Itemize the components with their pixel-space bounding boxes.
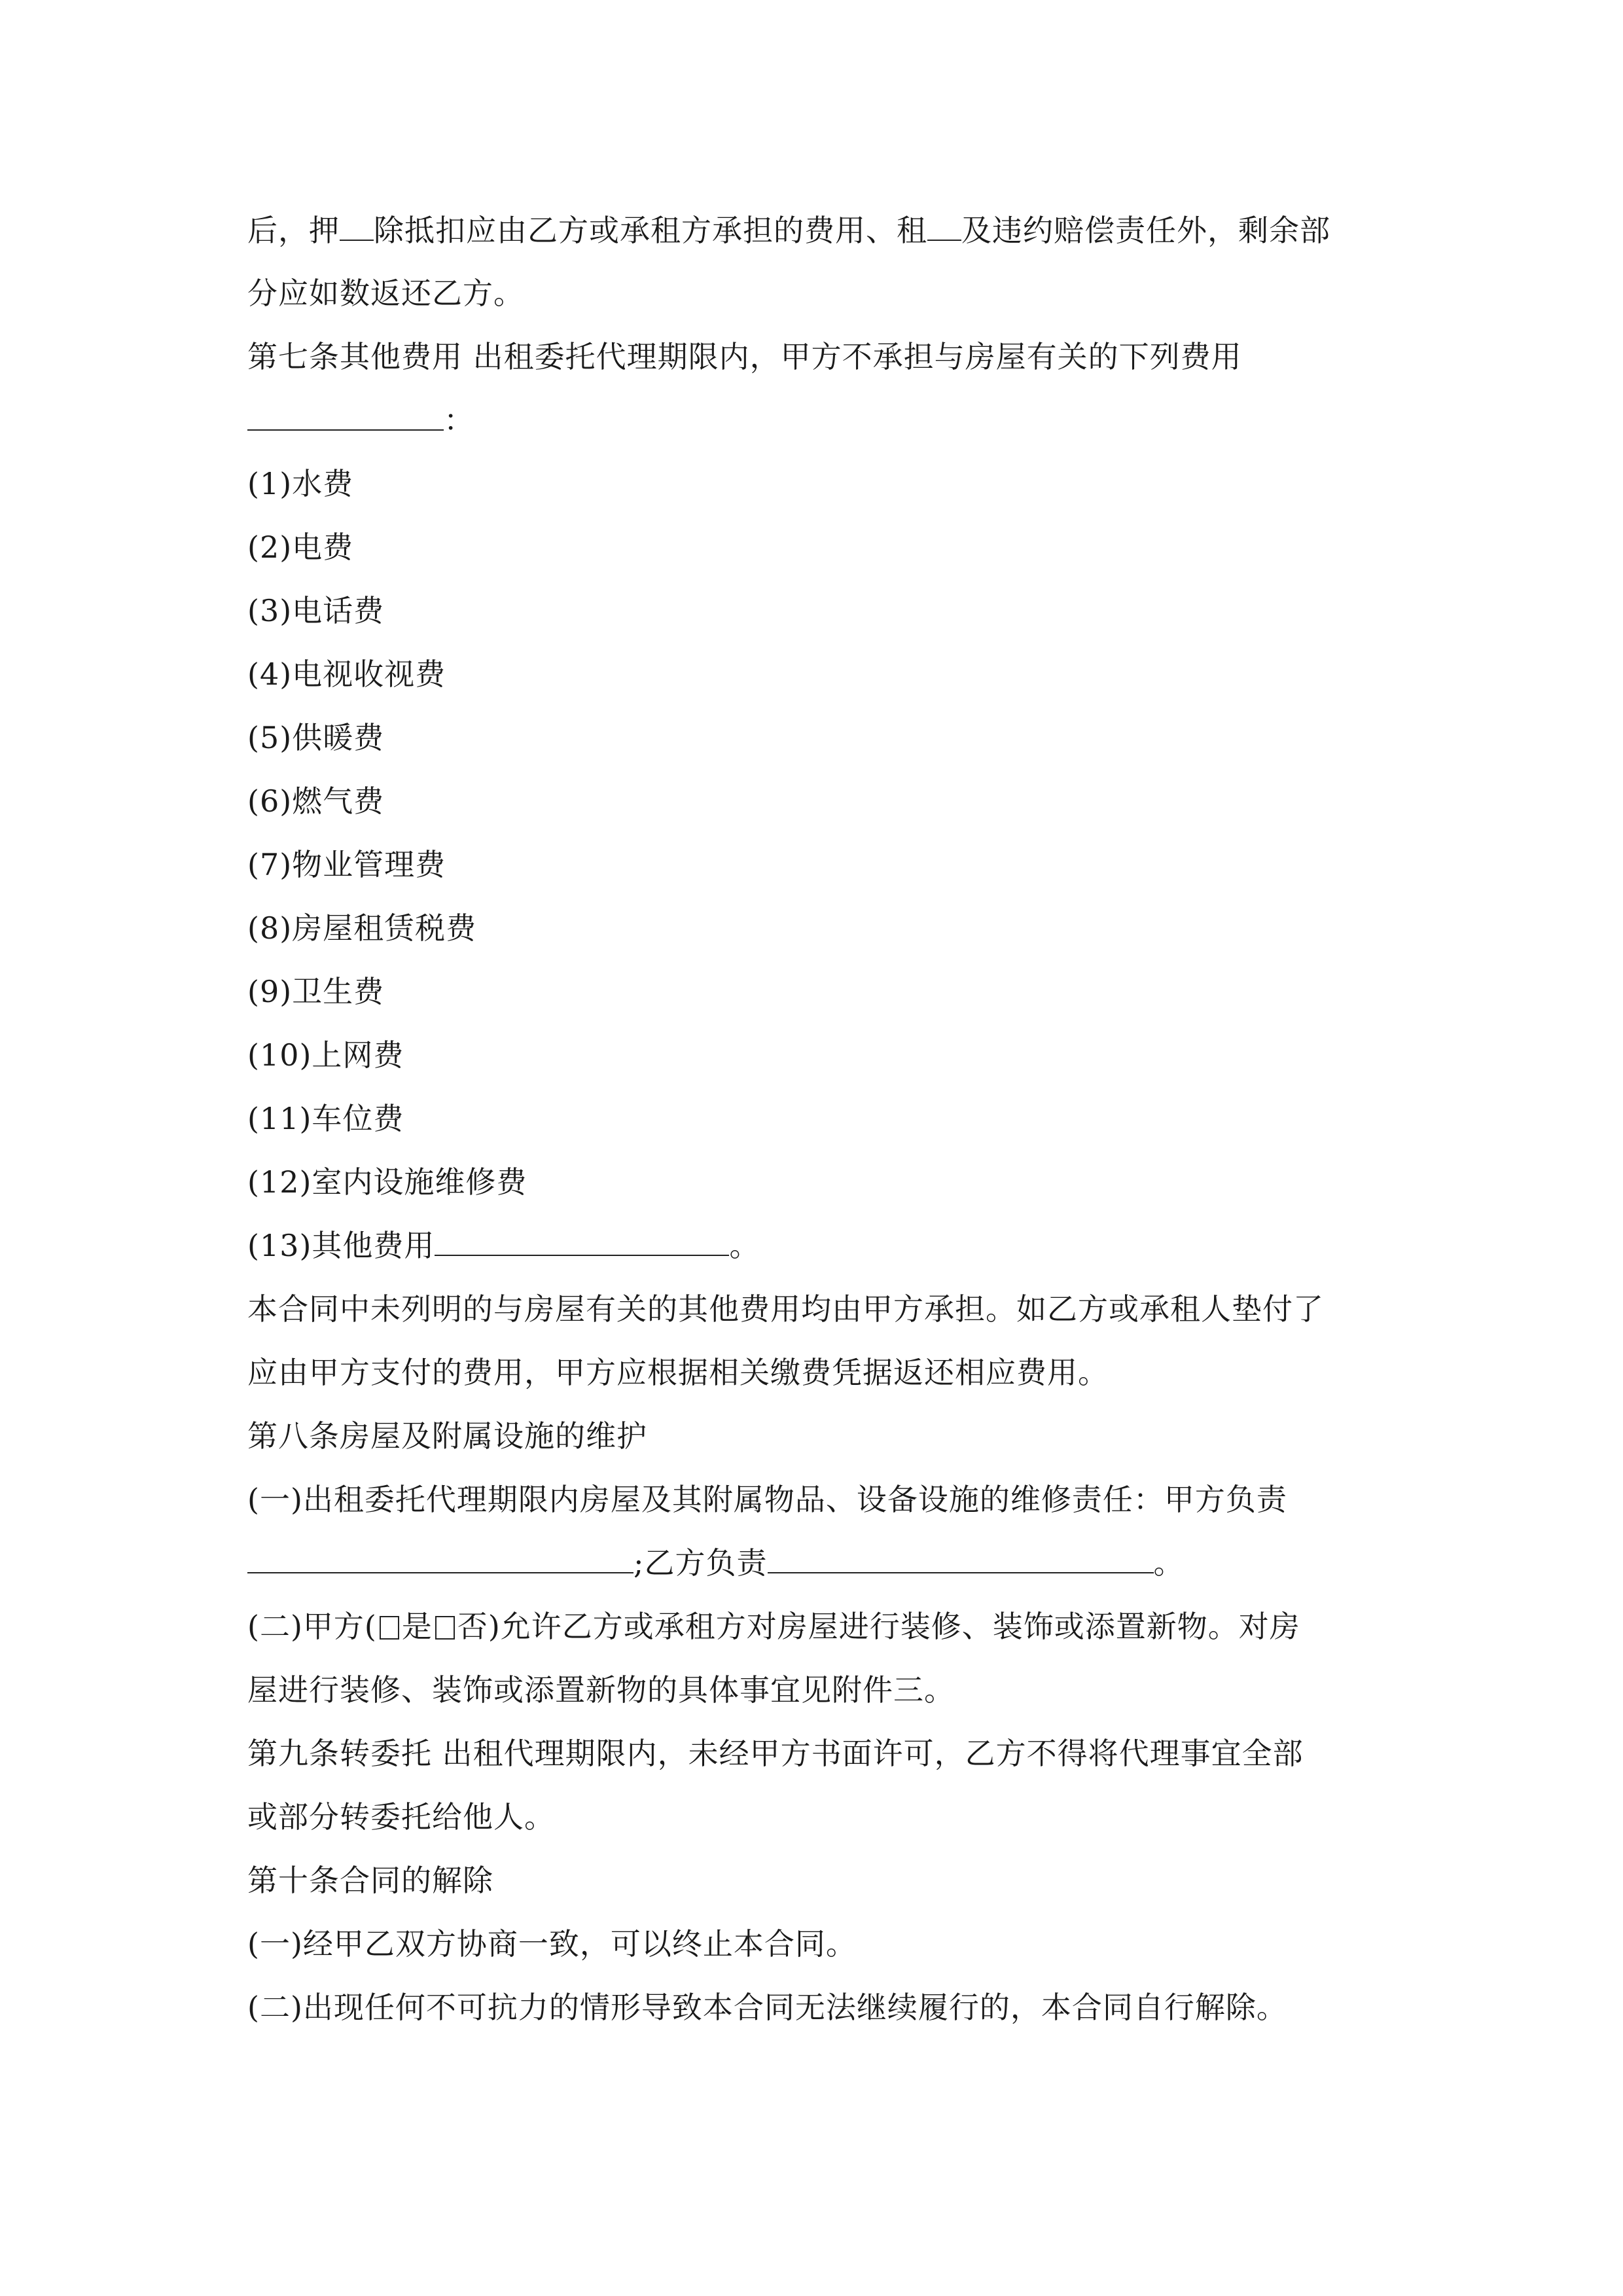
fee-item: (9)卫生费 [247,974,385,1009]
article-8-2-text-a: (二)甲方( [247,1609,377,1644]
fee-item: (8)房屋租赁税费 [247,910,477,946]
article-8-2-text-b: 否)允许乙方或承租方对房屋进行装修、装饰或添置新物。对房 [457,1609,1300,1644]
blank-field [340,212,374,241]
deposit-text-b: 除抵扣应由乙方或承租方承担的费用、租 [374,213,927,248]
article-7-title: 第七条其他费用 出租委托代理期限内，甲方不承担与房屋有关的下列费用 [247,339,1242,374]
article-8-title: 第八条房屋及附属设施的维护 [247,1418,647,1454]
article-7-note-line-2: 应由甲方支付的费用，甲方应根据相关缴费凭据返还相应费用。 [247,1355,1109,1390]
fee-item: (10)上网费 [247,1037,404,1073]
fee-item: (5)供暖费 [247,720,385,755]
article-9-line-2: 或部分转委托给他人。 [247,1799,555,1835]
fee-item-13-label: (13)其他费用 [247,1228,435,1263]
fee-item: (11)车位费 [247,1101,404,1136]
yes-label: 是 [401,1609,433,1644]
article-9-line-1: 第九条转委托 出租代理期限内，未经甲方书面许可，乙方不得将代理事宜全部 [247,1736,1304,1771]
blank-field [247,1545,633,1573]
deposit-line-2: 分应如数返还乙方。 [247,276,524,311]
article-8-1-line-1: (一)出租委托代理期限内房屋及其附属物品、设备设施的维修责任：甲方负责 [247,1482,1287,1517]
fee-item: (1)水费 [247,466,354,501]
article-10-title: 第十条合同的解除 [247,1863,493,1898]
fee-item: (6)燃气费 [247,783,385,819]
fee-item: (12)室内设施维修费 [247,1164,527,1200]
fee-item-13 [247,1226,760,1265]
article-7-blank-line [247,401,474,440]
article-7-note-line-1: 本合同中未列明的与房屋有关的其他费用均由甲方承担。如乙方或承租人垫付了 [247,1291,1324,1327]
article-10-1: (一)经甲乙双方协商一致，可以终止本合同。 [247,1926,857,1962]
blank-field [927,212,961,241]
period: 。 [1153,1545,1185,1581]
blank-field [435,1227,729,1256]
yes-checkbox[interactable] [380,1616,399,1640]
fee-item: (3)电话费 [247,593,385,628]
deposit-text-a: 后，押 [247,213,340,248]
fee-item: (2)电费 [247,529,354,565]
fee-item: (4)电视收视费 [247,656,446,692]
deposit-text-c: 及违约赔偿责任外，剩余部 [961,213,1330,248]
colon: ： [444,403,474,438]
article-10-2: (二)出现任何不可抗力的情形导致本合同无法继续履行的，本合同自行解除。 [247,1990,1287,2025]
deposit-line-1 [247,211,1330,250]
blank-field [247,402,444,431]
blank-field [768,1545,1154,1573]
no-checkbox[interactable] [435,1616,455,1640]
article-8-2-line-1 [247,1607,1300,1646]
party-b-label: ;乙方负责 [633,1545,768,1581]
article-8-2-line-2: 屋进行装修、装饰或添置新物的具体事宜见附件三。 [247,1672,955,1708]
article-8-1-line-2 [247,1543,1185,1583]
fee-item: (7)物业管理费 [247,847,446,882]
period: 。 [729,1228,760,1263]
